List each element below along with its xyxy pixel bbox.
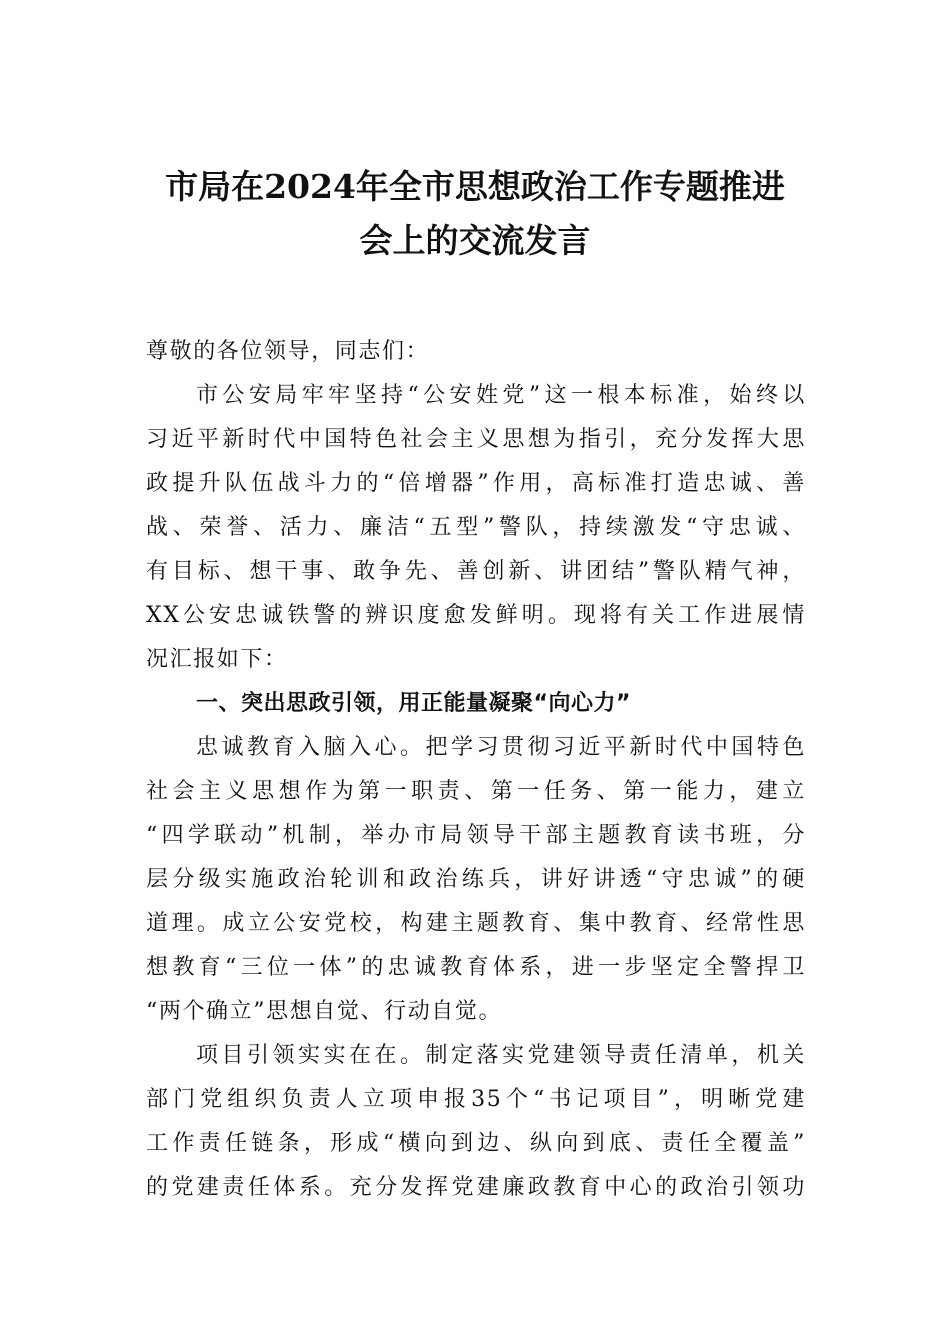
title-line-2: 会上的交流发言 bbox=[359, 221, 591, 260]
paragraph-1 bbox=[146, 374, 806, 682]
paragraph-2 bbox=[146, 726, 806, 1034]
text-line: 层分级实施政治轮训和政治练兵，讲好讲透“守忠诚”的硬 bbox=[146, 867, 806, 892]
text-line: 战、荣誉、活力、廉洁“五型”警队，持续激发“守忠诚、 bbox=[146, 515, 806, 540]
paragraph-3 bbox=[146, 1034, 806, 1210]
text-line: 道理。成立公安党校，构建主题教育、集中教育、经常性思 bbox=[146, 911, 806, 936]
text-line: 况汇报如下： bbox=[146, 647, 288, 672]
document-body bbox=[146, 330, 806, 1210]
text-line: 的党建责任体系。充分发挥党建廉政教育中心的政治引领功 bbox=[146, 1175, 806, 1200]
text-line: 政提升队伍战斗力的“倍增器”作用，高标准打造忠诚、善 bbox=[146, 471, 806, 496]
document-title bbox=[120, 160, 830, 268]
text-line: “四学联动”机制，举办市局领导干部主题教育读书班，分 bbox=[146, 823, 806, 848]
text-line: XX公安忠诚铁警的辨识度愈发鲜明。现将有关工作进展情 bbox=[146, 603, 806, 628]
text-line: 工作责任链条，形成“横向到边、纵向到底、责任全覆盖” bbox=[146, 1131, 806, 1156]
text-line: “两个确立”思想自觉、行动自觉。 bbox=[146, 999, 503, 1024]
section-heading-1: 一、突出思政引领，用正能量凝聚“向心力” bbox=[196, 691, 631, 716]
text-line: 有目标、想干事、敢争先、善创新、讲团结”警队精气神， bbox=[146, 559, 806, 584]
text-line: 部门党组织负责人立项申报35个“书记项目”，明晰党建 bbox=[146, 1087, 806, 1112]
text-line: 习近平新时代中国特色社会主义思想为指引，充分发挥大思 bbox=[146, 427, 806, 452]
text-line: 项目引领实实在在。制定落实党建领导责任清单，机关 bbox=[196, 1043, 806, 1068]
text-line: 想教育“三位一体”的忠诚教育体系，进一步坚定全警捍卫 bbox=[146, 955, 806, 980]
salutation: 尊敬的各位领导，同志们： bbox=[146, 339, 430, 364]
title-line-1: 市局在2024年全市思想政治工作专题推进 bbox=[165, 167, 785, 206]
text-line: 市公安局牢牢坚持“公安姓党”这一根本标准，始终以 bbox=[196, 383, 806, 408]
text-line: 社会主义思想作为第一职责、第一任务、第一能力，建立 bbox=[146, 779, 806, 804]
text-line: 忠诚教育入脑入心。把学习贯彻习近平新时代中国特色 bbox=[196, 735, 806, 760]
